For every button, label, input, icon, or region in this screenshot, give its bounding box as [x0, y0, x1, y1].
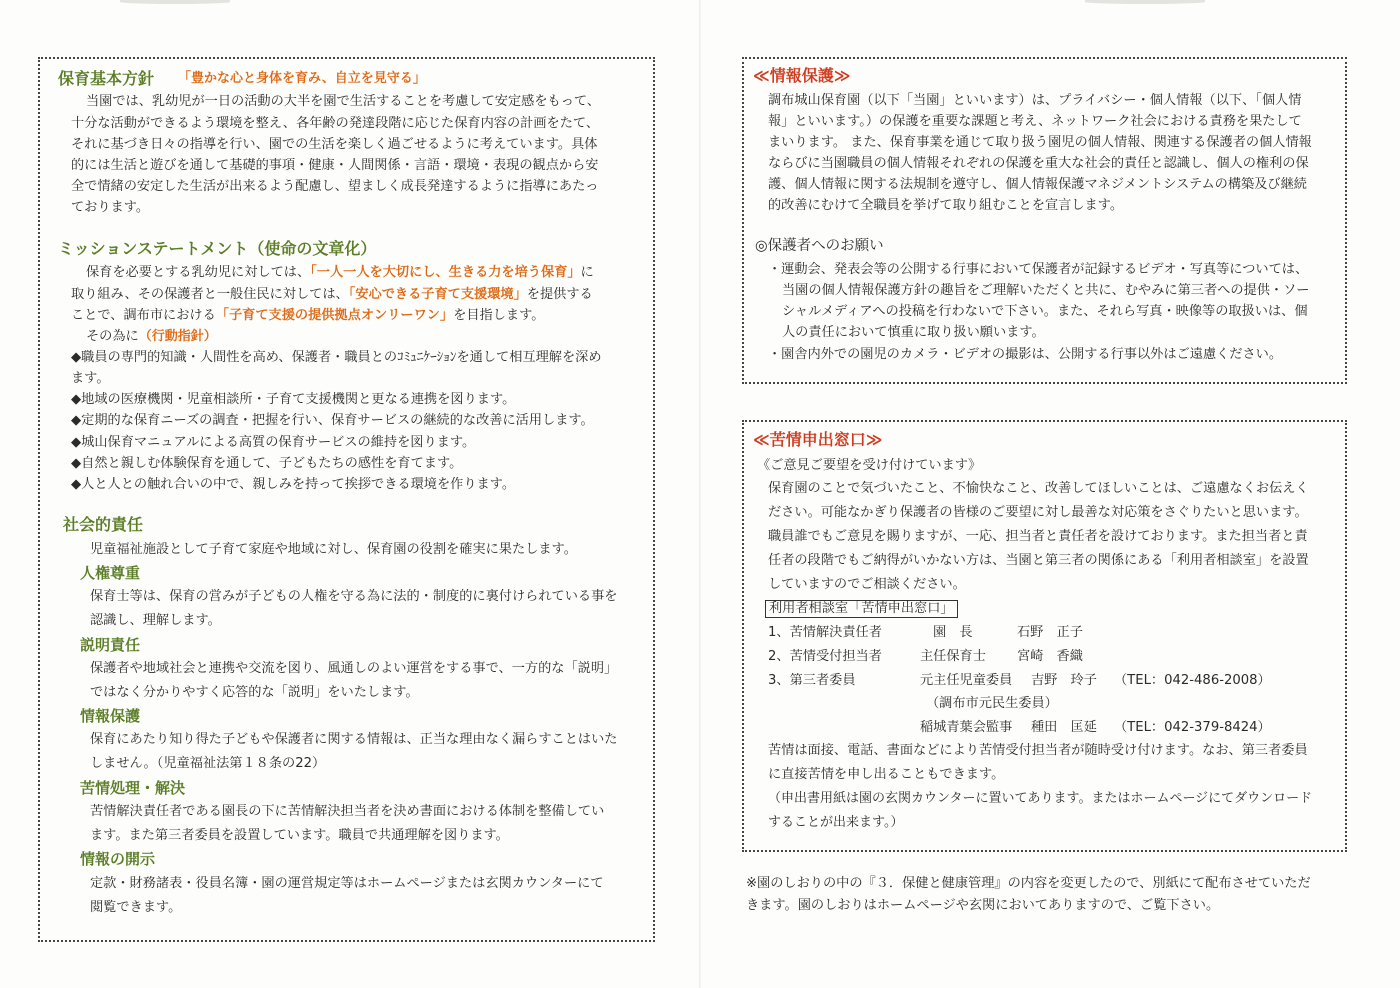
social-section-line: 保護者や地域社会と連携や交流を図り、風通しのよい運営をする事で、一方的な「説明」	[90, 661, 618, 676]
contact-role: 園 長	[933, 625, 973, 640]
mission-bullet: ◆人と人との触れ合いの中で、親しみを持って挨拶できる環境を作ります。	[71, 477, 516, 492]
contact-name: 種田 匡延	[1031, 720, 1097, 735]
contact-number: 3、第三者委員	[768, 673, 856, 688]
contact-role: 元主任児童委員	[920, 673, 1013, 688]
policy-line: 全で情緒の安定した生活が出来るよう配慮し、望ましく成長発達するように指導にあたっ	[71, 179, 599, 194]
complaint-line: 任者の段階でもご納得がいかない方は、当園と第三者の関係にある「利用者相談室」を設置	[768, 553, 1309, 568]
contact-number: 1、苦情解決責任者	[768, 625, 882, 640]
complaint-subtitle: 《ご意見ご要望を受け付けています》	[757, 458, 982, 473]
contact-tel: （TEL：042-486-2008）	[1114, 673, 1271, 688]
policy-line: 的には生活と遊びを通して基礎的事項・健康・人間関係・言語・環境・表現の観点から安	[71, 158, 599, 173]
mission-sub-text: その為に	[86, 329, 139, 344]
social-section-line: 定款・財務諸表・役員名簿・園の運営規定等はホームページまたは玄関カウンターにて	[90, 876, 604, 891]
complaint-after-line: 苦情は面接、電話、書面などにより苦情受付担当者が随時受け付けます。なお、第三者委員	[768, 743, 1308, 758]
contact-name: 吉野 玲子	[1031, 673, 1097, 688]
mission-bullet: ◆城山保育マニュアルによる高質の保育サービスの維持を図ります。	[71, 435, 476, 450]
policy-title: 保育基本方針	[58, 69, 155, 88]
policy-line: 当園では、乳幼児が一日の活動の大半を園で生活することを考慮して安定感をもって、	[86, 94, 601, 109]
social-section-line: 保育士等は、保育の営みが子どもの人権を守る為に法的・制度的に裏付けられている事を	[90, 589, 618, 604]
mission-bullet: ます。	[71, 371, 110, 386]
contact-tel: （TEL：042-379-8424）	[1114, 720, 1271, 735]
request-line: ・園舎内外での園児のカメラ・ビデオの撮影は、公開する行事以外はご遠慮ください。	[768, 347, 1283, 362]
mission-text: ことで、調布市における	[71, 308, 216, 323]
request-line: シャルメディアへの投稿を行わないで下さい。また、それら写真・映像等の取扱いは、個	[782, 304, 1308, 319]
contact-role: 主任保育士	[920, 649, 986, 664]
social-section-line: 閲覧できます。	[90, 900, 182, 915]
request-line: 人の責任において慎重に取り扱い願います。	[782, 325, 1045, 340]
mission-text: に	[580, 265, 594, 280]
social-section-line: 認識し、理解します。	[90, 613, 221, 628]
info-line: ならびに当園職員の個人情報それぞれの保護を重大な社会的責任と認識し、個人の権利の保	[768, 156, 1309, 171]
contact-note: （調布市元民生委員）	[926, 696, 1058, 711]
mission-bullet: ◆地域の医療機関・児童相談所・子育て支援機関と更なる連携を図ります。	[71, 392, 516, 407]
scan-smudge	[1085, 0, 1205, 4]
contact-number: 2、苦情受付担当者	[768, 649, 882, 664]
complaint-line: 職員誰でもご意見を賜りますが、一応、担当者と責任者を設けております。また担当者と責	[768, 529, 1308, 544]
social-section-line: 苦情解決責任者である園長の下に苦情解決担当者を決め書面における体制を整備してい	[90, 804, 605, 819]
mission-sub	[86, 329, 217, 345]
info-line: 調布城山保育園（以下「当園」といいます）は、プライバシー・個人情報（以下、「個人情	[768, 93, 1302, 108]
info-line: 的改善にむけて全職員を挙げて取り組むことを宣言します。	[768, 198, 1124, 213]
social-title: 社会的責任	[63, 515, 144, 534]
info-line: まいります。 また、保育事業を通じて取り扱う園児の個人情報、関連する保護者の個人情報	[768, 135, 1312, 150]
request-title: ◎保護者へのお願い	[755, 238, 884, 254]
contact-name: 宮崎 香織	[1017, 649, 1083, 664]
policy-line: ております。	[71, 200, 150, 215]
complaint-line: 保育園のことで気づいたこと、不愉快なこと、改善してほしいことは、ご遠慮なくお伝えく	[768, 481, 1309, 496]
mission-bullet: ◆職員の専門的知識・人間性を高め、保護者・職員とのｺﾐｭﾆｹｰｼｮﾝを通して相互理解を深め	[71, 350, 602, 365]
mission-sub-label: （行動指針）	[138, 329, 217, 344]
mission-text: を目指します。	[453, 308, 545, 323]
social-section-title: 苦情処理・解決	[80, 779, 186, 797]
social-section-line: しません。（児童福祉法第１８条の22）	[90, 756, 326, 771]
social-section-title: 情報の開示	[80, 850, 156, 868]
social-section-title: 情報保護	[80, 707, 141, 725]
policy-line: 十分な活動ができるよう環境を整え、各年齢の発達段階に応じた保育内容の計画をたて、	[71, 116, 600, 131]
contact-name: 石野 正子	[1017, 625, 1083, 640]
mission-highlight: 「子育て支援の提供拠点オンリーワン」	[215, 308, 454, 323]
social-section-line: 保育にあたり知り得た子どもや保護者に関する情報は、正当な理由なく漏らすことはいた	[90, 732, 618, 747]
mission-title: ミッションステートメント（使命の文章化）	[58, 239, 377, 258]
mission-line	[86, 265, 594, 281]
complaint-title: ≪苦情申出窓口≫	[753, 430, 883, 449]
footnote-line: ※園のしおりの中の『３．保健と健康管理』の内容を変更したので、別紙にて配布させていただ	[746, 876, 1311, 891]
mission-highlight: 「安心できる子育て支援環境」	[348, 287, 527, 302]
social-section-line: ます。また第三者委員を設置しています。職員で共通理解を図ります。	[90, 828, 509, 843]
mission-bullet: ◆定期的な保育ニーズの調査・把握を行い、保育サービスの継続的な改善に活用します。	[71, 413, 594, 428]
mission-text: 取り組み、その保護者と一般住民に対しては、	[71, 287, 349, 302]
info-title: ≪情報保護≫	[753, 66, 851, 85]
mission-text: を提供する	[526, 287, 593, 302]
social-section-title: 人権尊重	[80, 564, 141, 582]
request-line: ・運動会、発表会等の公開する行事において保護者が記録するビデオ・写真等については、	[768, 262, 1309, 277]
contact-role: 稲城青葉会監事	[920, 720, 1013, 735]
complaint-line: ださい。可能なかぎり保護者の皆様のご要望に対し最善な対応策をさぐりたいと思います。	[768, 505, 1308, 520]
policy-motto: 「豊かな心と身体を育み、自立を見守る」	[178, 71, 426, 86]
complaint-after-line: （申出書用紙は園の玄関カウンターに置いてあります。またはホームページにてダウンロード	[768, 791, 1313, 806]
info-line: 護、個人情報に関する法規制を遵守し、個人情報保護マネジメントシステムの構築及び継続	[768, 177, 1307, 192]
social-section-title: 説明責任	[80, 636, 141, 654]
request-line: 当園の個人情報保護方針の趣旨をご理解いただくと共に、むやみに第三者への提供・ソー	[782, 283, 1310, 298]
footnote-line: きます。園のしおりはホームページや玄関においてありますので、ご覧下さい。	[746, 898, 1220, 913]
social-intro: 児童福祉施設として子育て家庭や地域に対し、保育園の役割を確実に果たします。	[90, 542, 577, 557]
policy-line: それに基づき日々の指導を行い、園での生活を楽しく過ごせるように考えています。具体	[71, 137, 598, 152]
consultation-room-label: 利用者相談室「苦情申出窓口」	[765, 600, 958, 618]
complaint-line: していますのでご相談ください。	[768, 577, 966, 592]
mission-highlight: 「一人一人を大切にし、生きる力を培う保育」	[310, 265, 581, 280]
mission-text: 保育を必要とする乳幼児に対しては、	[86, 265, 311, 280]
page-fold	[699, 0, 701, 988]
info-line: 報」といいます。）の保護を重要な課題と考え、ネットワーク社会における責務を果たして	[768, 114, 1302, 129]
mission-line	[71, 287, 593, 303]
complaint-after-line: に直接苦情を申し出ることもできます。	[768, 767, 1005, 782]
scan-smudge	[120, 0, 230, 4]
complaint-after-line: することが出来ます。）	[768, 815, 904, 830]
mission-bullet: ◆自然と親しむ体験保育を通して、子どもたちの感性を育てます。	[71, 456, 463, 471]
social-section-line: ではなく分かりやすく応答的な「説明」をいたします。	[90, 685, 419, 700]
mission-line	[71, 308, 544, 324]
